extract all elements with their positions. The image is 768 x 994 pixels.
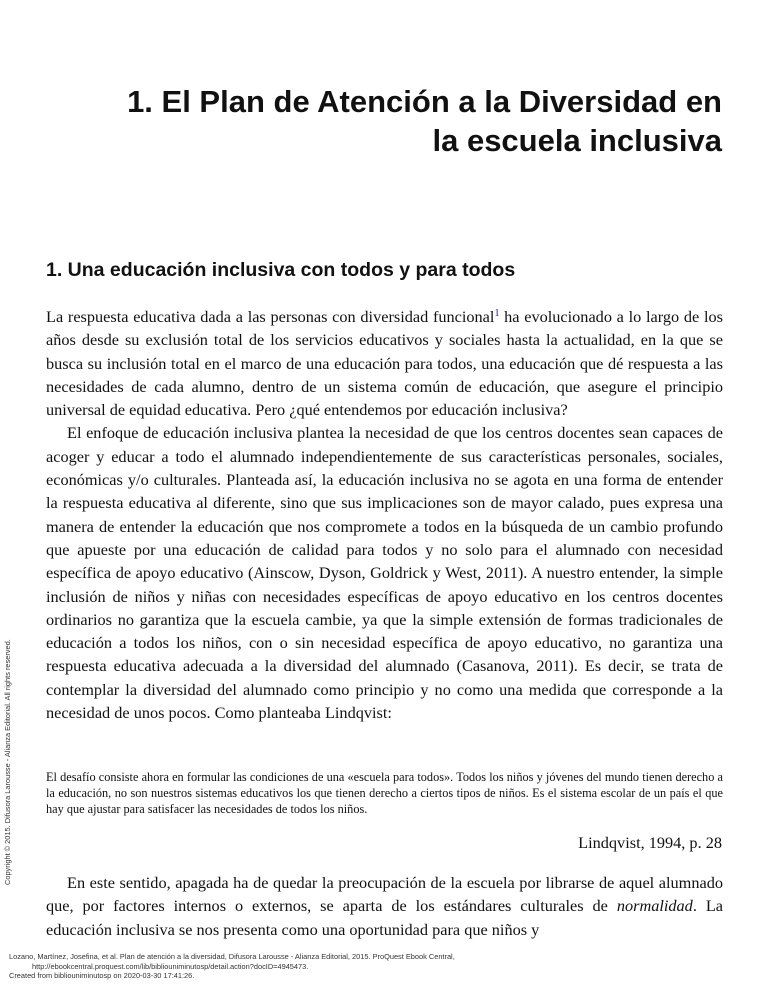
footnote-link[interactable]: 1 xyxy=(494,308,500,319)
page-footer xyxy=(9,952,609,981)
paragraph-3-start: En este sentido, apagada ha de quedar la preocupación de la escuela por librarse de aquel alumnado que, por factores internos o externos, se aparta de los estándares culturales de xyxy=(46,873,723,916)
footer-url[interactable]: http://ebookcentral.proquest.com/lib/bibliouniminutosp/detail.action?docID=4945473. xyxy=(32,961,309,971)
paragraph-1 xyxy=(46,305,723,421)
paragraph-1-start: La respuesta educativa dada a las personas con diversidad funcional xyxy=(46,307,495,326)
paragraph-2: El enfoque de educación inclusiva plantea la necesidad de que los centros docentes sean capaces de acoger y educar a todo el alumnado independientemente de sus características personales, sociales, económicas y/o culturales. Planteada así, la educación inclusiva no se agota en una forma de entender la respuesta educativa al diferente, sino que sus implicaciones son de mayor calado, pues expresa una manera de entender la educación que nos compromete a todos en la búsqueda de un cambio profundo que apueste por una educación de calidad para todos y no solo para el alumnado con necesidad específica de apoyo educativo (Ainscow, Dyson, Goldrick y West, 2011). A nuestro entender, la simple inclusión de niños y niñas con necesidades específicas de apoyo educativo en los centros docentes ordinarios no garantiza que la escuela cambie, ya que la simple extensión de formas tradicionales de educación a todos los niños, con o sin necesidad específica de apoyo educativo, no garantiza una respuesta educativa adecuada a la diversidad del alumnado (Casanova, 2011). Es decir, se trata de contemplar la diversidad del alumnado como principio y no como una medida que corresponde a la necesidad de unos pocos. Como planteaba Lindqvist: xyxy=(46,423,723,723)
chapter-title-line-1: 1. El Plan de Atención a la Diversidad en xyxy=(127,84,722,119)
paragraph-3-end: . La educación inclusiva se nos presenta como una oportunidad para que niños y xyxy=(46,896,723,939)
paragraph-1-end: ha evolucionado a lo largo de los años desde su exclusión total de los servicios educativos y sociales hasta la actualidad, en la que se busca su inclusión total en el marco de una educación para todos, una educación que dé respuesta a las necesidades de cada alumno, dentro de un sistema común de educación, que asegure el principio universal de equidad educativa. Pero ¿qué entendemos por educación inclusiva? xyxy=(46,307,723,420)
emphasis-normalidad: normalidad xyxy=(616,896,693,916)
footer-created: Created from bibliouniminutosp on 2020-03-30 17:41:26. xyxy=(9,971,195,980)
paragraph-3 xyxy=(46,871,723,941)
side-copyright-notice: Copyright © 2015. Difusora Larousse - Alianza Editorial. All rights reserved. xyxy=(3,639,12,885)
quote-citation: Lindqvist, 1994, p. 28 xyxy=(578,833,722,852)
block-quote: El desafío consiste ahora en formular las condiciones de una «escuela para todos». Todos los niños y jóvenes del mundo tienen derecho a la educación, no son nuestros sistemas educativos los que tienen derecho a ciertos tipos de niños. Es el sistema escolar de un país el que hay que ajustar para satisfacer las necesidades de todos los niños. xyxy=(46,770,723,816)
section-title: 1. Una educación inclusiva con todos y para todos xyxy=(46,259,516,281)
main-text xyxy=(46,305,723,724)
footer-citation: Lozano, Martínez, Josefina, et al. Plan de atención a la diversidad, Difusora Larousse - Alianza Editorial, 2015. ProQuest Ebook Central, xyxy=(9,952,455,961)
continuation-text xyxy=(46,871,723,941)
chapter-title-line-2: la escuela inclusiva xyxy=(432,123,722,158)
chapter-title xyxy=(60,82,722,160)
